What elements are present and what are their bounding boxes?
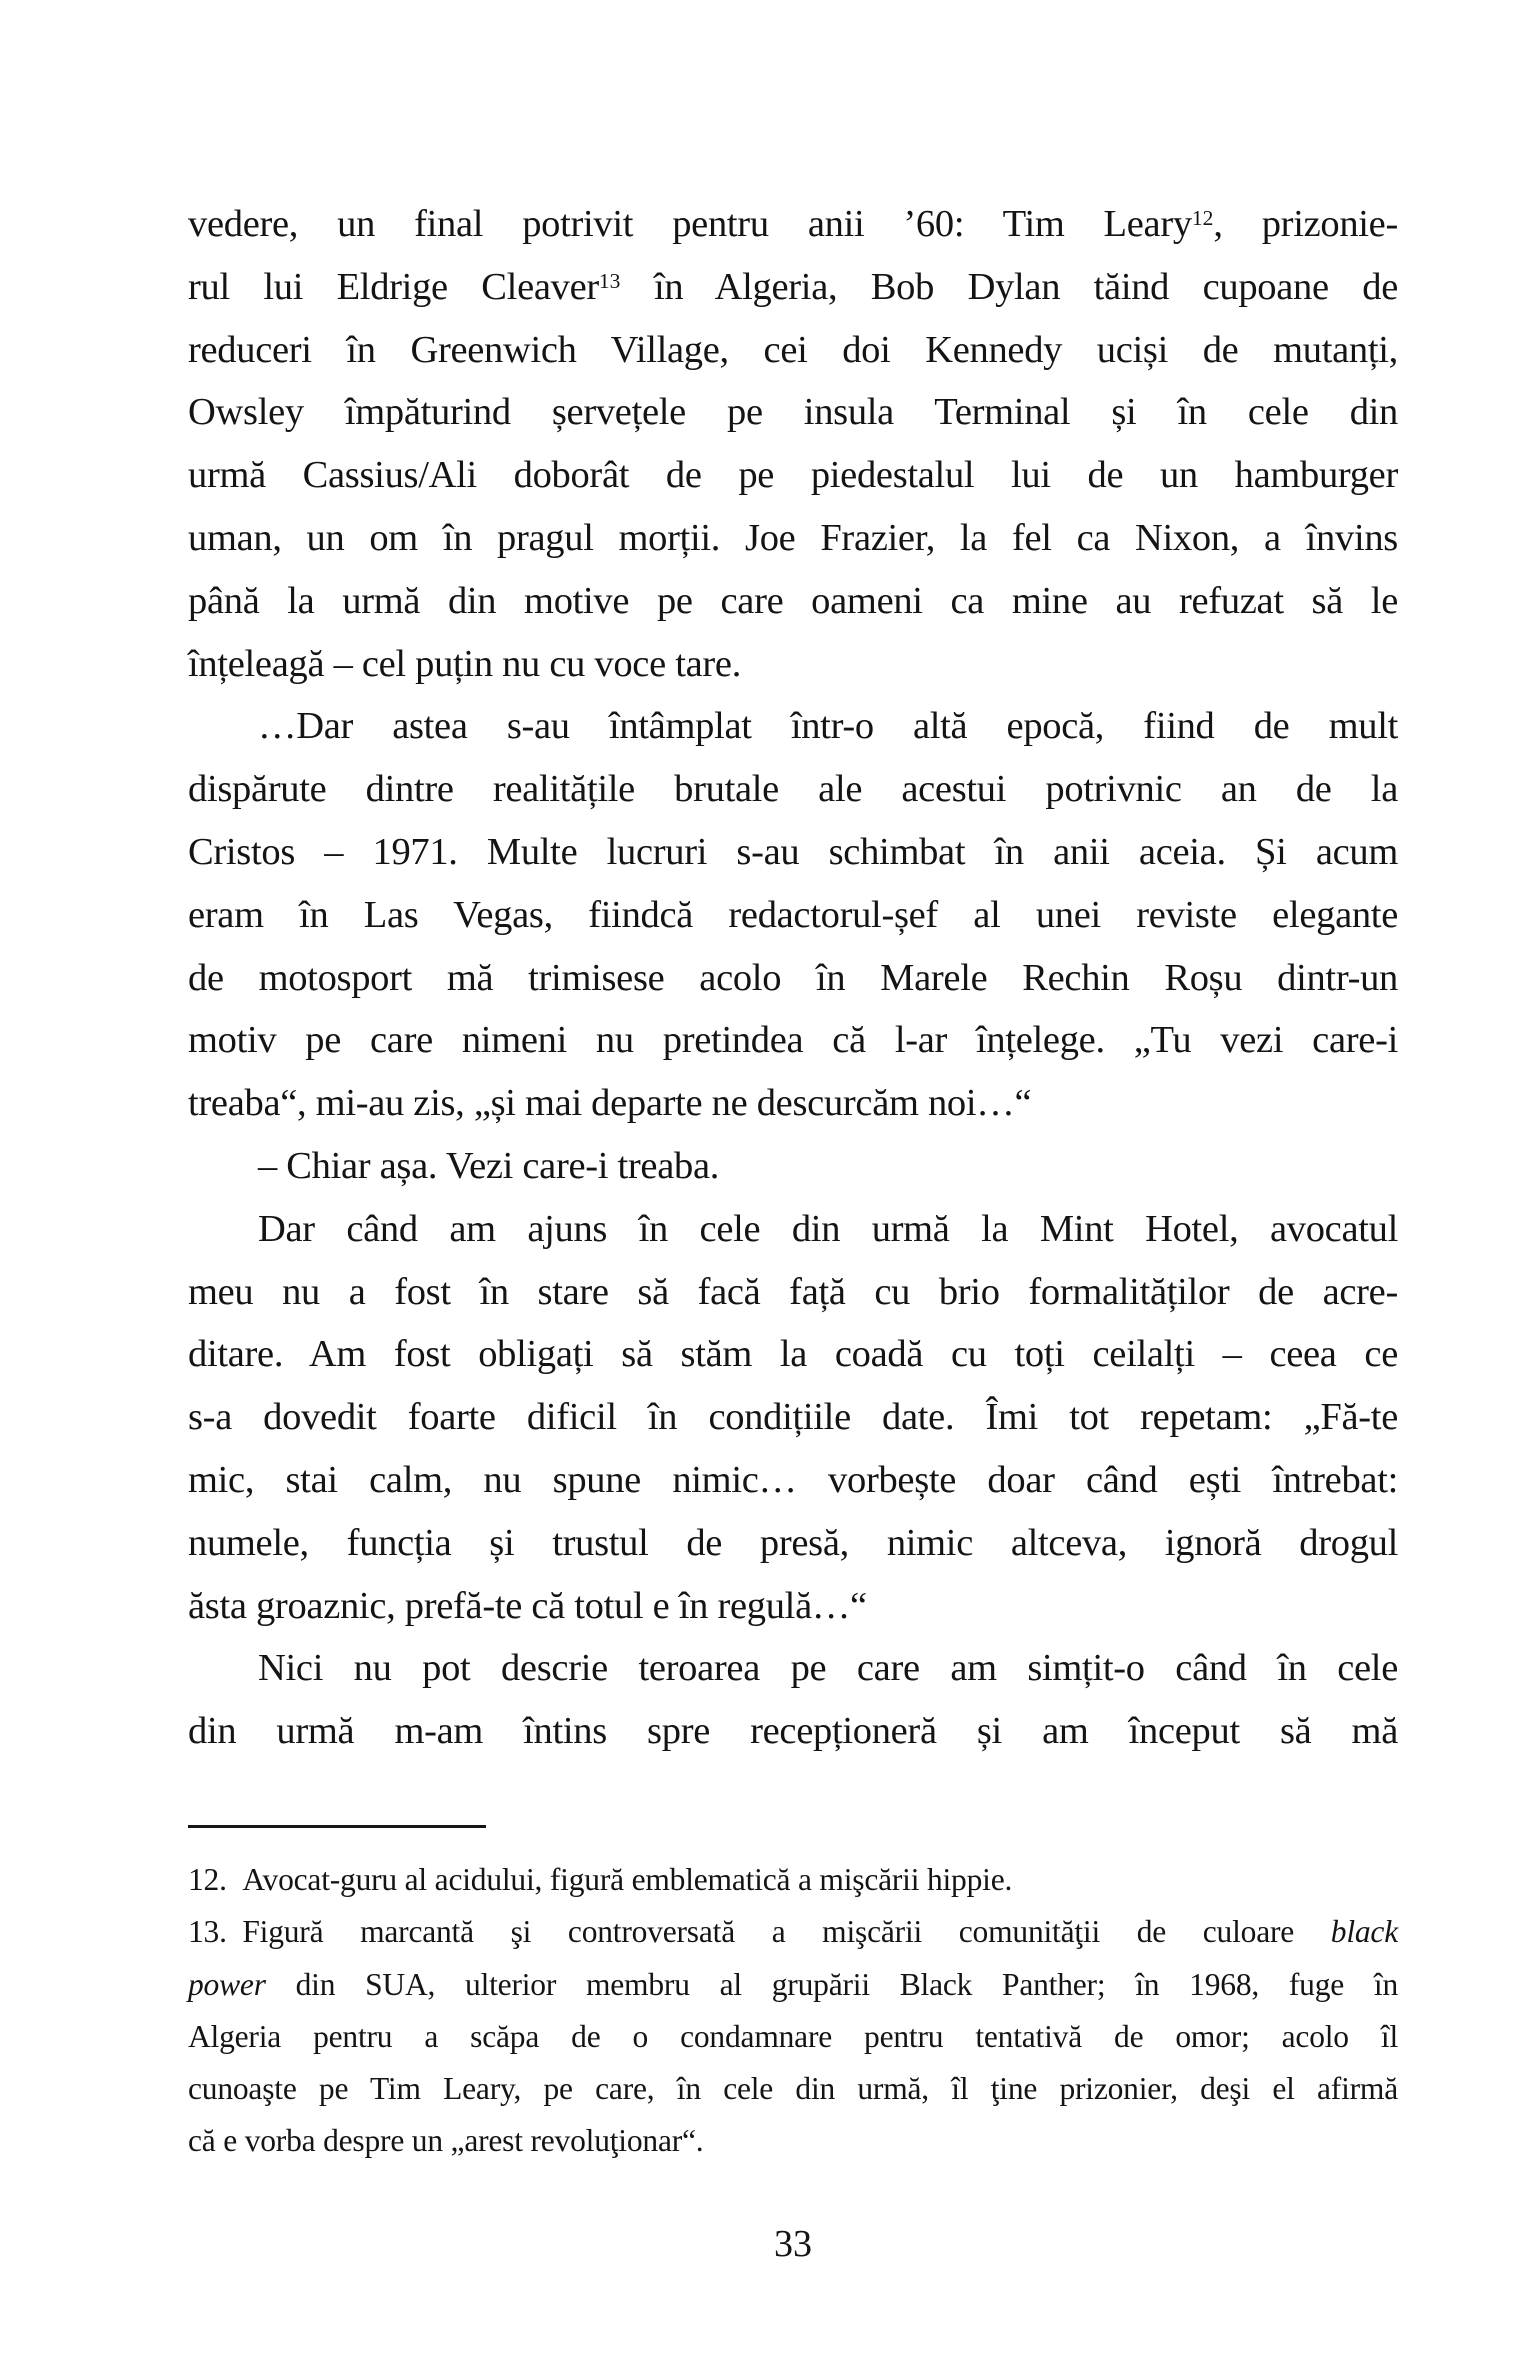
text-line: până la urmă din motive pe care oameni ca mine au refuzat să le	[188, 579, 1398, 622]
text-line: urmă Cassius/Ali doborât de pe piedestalul lui de un hamburger	[188, 454, 1398, 497]
text-line: înțeleagă – cel puțin nu cu voce tare.	[188, 642, 742, 685]
text-line: Nici nu pot descrie teroarea pe care am simțit-o când în cele	[258, 1647, 1398, 1690]
footnote-line: că e vorba despre un „arest revoluţionar“.	[188, 2123, 704, 2159]
footnote-separator	[188, 1825, 486, 1828]
text-line: dispărute dintre realitățile brutale ale acestui potrivnic an de la	[188, 768, 1398, 811]
footnote-line: 12. Avocat-guru al acidului, figură emblematică a mişcării hippie.	[188, 1862, 1013, 1897]
text-line: vedere, un final potrivit pentru anii ’60: Tim Leary$^{12}$, prizonie-	[188, 203, 1398, 245]
text-line: eram în Las Vegas, fiindcă redactorul-șef al unei reviste elegante	[188, 893, 1398, 936]
text-line: meu nu a fost în stare să facă față cu brio formalităților de acre-	[188, 1270, 1398, 1313]
footnote-line: 13. Figură marcantă şi controversată a mişcării comunităţii de culoare black	[188, 1914, 1398, 1950]
text-line: ăsta groaznic, prefă-te că totul e în regulă…“	[188, 1584, 867, 1627]
text-line: uman, un om în pragul morții. Joe Frazier, la fel ca Nixon, a învins	[188, 516, 1398, 559]
text-line: rul lui Eldrige Cleaver$^{13}$ în Algeria, Bob Dylan tăind cupoane de	[188, 265, 1398, 308]
text-line: …Dar astea s-au întâmplat într-o altă epocă, fiind de mult	[258, 705, 1398, 748]
footnotes	[188, 1854, 1398, 2168]
footnote-line: Algeria pentru a scăpa de o condamnare pentru tentativă de omor; acolo îl	[188, 2018, 1398, 2054]
text-line: din urmă m-am întins spre recepționeră și am început să mă	[188, 1710, 1398, 1753]
text-line: mic, stai calm, nu spune nimic… vorbește doar când ești întrebat:	[188, 1458, 1398, 1501]
footnote-line: cunoaşte pe Tim Leary, pe care, în cele din urmă, îl ţine prizonier, deşi el afirmă	[188, 2071, 1398, 2107]
text-line: de motosport mă trimisese acolo în Marele Rechin Roșu dintr-un	[188, 956, 1398, 999]
text-line: numele, funcția și trustul de presă, nimic altceva, ignoră drogul	[188, 1521, 1398, 1564]
body-paragraphs	[188, 193, 1398, 1763]
text-line: treaba“, mi-au zis, „și mai departe ne descurcăm noi…“	[188, 1082, 1032, 1125]
text-line: Cristos – 1971. Multe lucruri s-au schimbat în anii aceia. Și acum	[188, 830, 1398, 873]
text-line: ditare. Am fost obligați să stăm la coadă cu toți ceilalți – ceea ce	[188, 1333, 1398, 1376]
text-line: reduceri în Greenwich Village, cei doi Kennedy uciși de mutanți,	[188, 328, 1398, 371]
footnote-line: power din SUA, ulterior membru al grupării Black Panther; în 1968, fuge în	[188, 1966, 1398, 2002]
text-line: motiv pe care nimeni nu pretindea că l-ar înțelege. „Tu vezi care-i	[188, 1019, 1398, 1062]
text-line: Owsley împăturind șervețele pe insula Terminal și în cele din	[188, 391, 1398, 434]
text-line: – Chiar așa. Vezi care-i treaba.	[258, 1144, 720, 1187]
text-line: Dar când am ajuns în cele din urmă la Mint Hotel, avocatul	[258, 1207, 1398, 1250]
page-number: 33	[774, 2223, 812, 2265]
text-line: s-a dovedit foarte dificil în condițiile date. Îmi tot repetam: „Fă-te	[188, 1396, 1398, 1439]
